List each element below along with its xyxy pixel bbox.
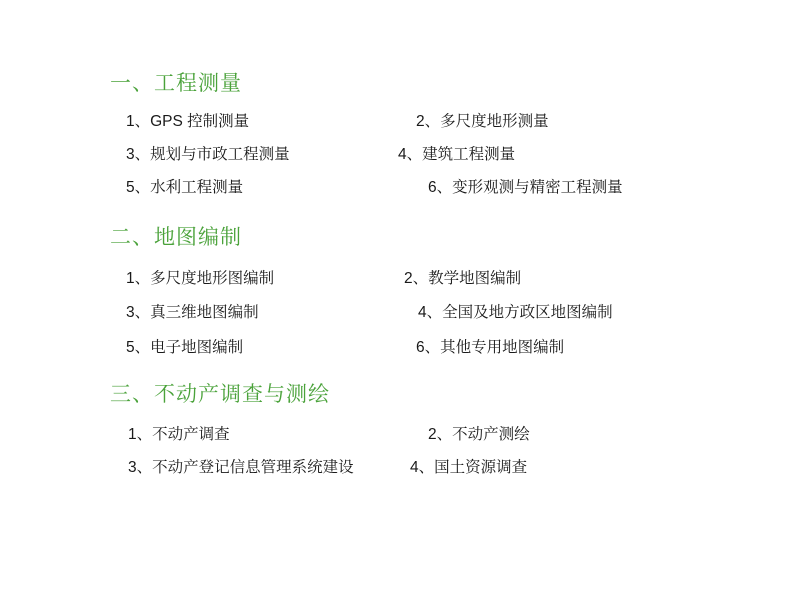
list-item-text: 2、不动产测绘 <box>428 426 530 444</box>
list-item-text: 1、GPS 控制测量 <box>126 113 250 131</box>
list-item-text: 3、规划与市政工程测量 <box>126 145 290 163</box>
section-item-list <box>128 424 770 478</box>
section-engineering-survey <box>110 70 770 198</box>
list-item <box>126 302 770 324</box>
list-item-text: 2、多尺度地形测量 <box>416 113 549 131</box>
list-item-text: 4、全国及地方政区地图编制 <box>418 304 613 322</box>
list-item-text: 4、建筑工程测量 <box>398 145 516 163</box>
list-item <box>126 337 770 359</box>
list-item-text: 4、国土资源调查 <box>410 458 528 476</box>
list-item <box>126 177 770 199</box>
section-title: 一、工程测量 <box>110 72 242 95</box>
list-item-text: 5、电子地图编制 <box>126 339 244 357</box>
section-item-list <box>126 268 770 359</box>
section-item-list <box>126 111 770 198</box>
list-item <box>128 457 770 479</box>
list-item-text: 3、不动产登记信息管理系统建设 <box>128 458 354 476</box>
left-margin-bar <box>0 0 14 600</box>
list-item-text: 5、水利工程测量 <box>126 178 244 196</box>
list-item <box>126 111 770 133</box>
section-map-compilation <box>110 224 770 358</box>
slide-content <box>110 70 770 489</box>
list-item <box>128 424 770 446</box>
list-item <box>126 268 770 290</box>
section-real-estate-survey <box>110 381 770 479</box>
list-item-text: 6、变形观测与精密工程测量 <box>428 178 623 196</box>
list-item-text: 6、其他专用地图编制 <box>416 339 565 357</box>
list-item-text: 3、真三维地图编制 <box>126 304 259 322</box>
section-title: 二、地图编制 <box>110 226 242 250</box>
list-item-text: 1、多尺度地形图编制 <box>126 269 275 287</box>
list-item-text: 1、不动产调查 <box>128 426 230 444</box>
list-item <box>126 144 770 166</box>
list-item-text: 2、教学地图编制 <box>404 269 522 287</box>
section-title: 三、不动产调查与测绘 <box>110 382 330 406</box>
